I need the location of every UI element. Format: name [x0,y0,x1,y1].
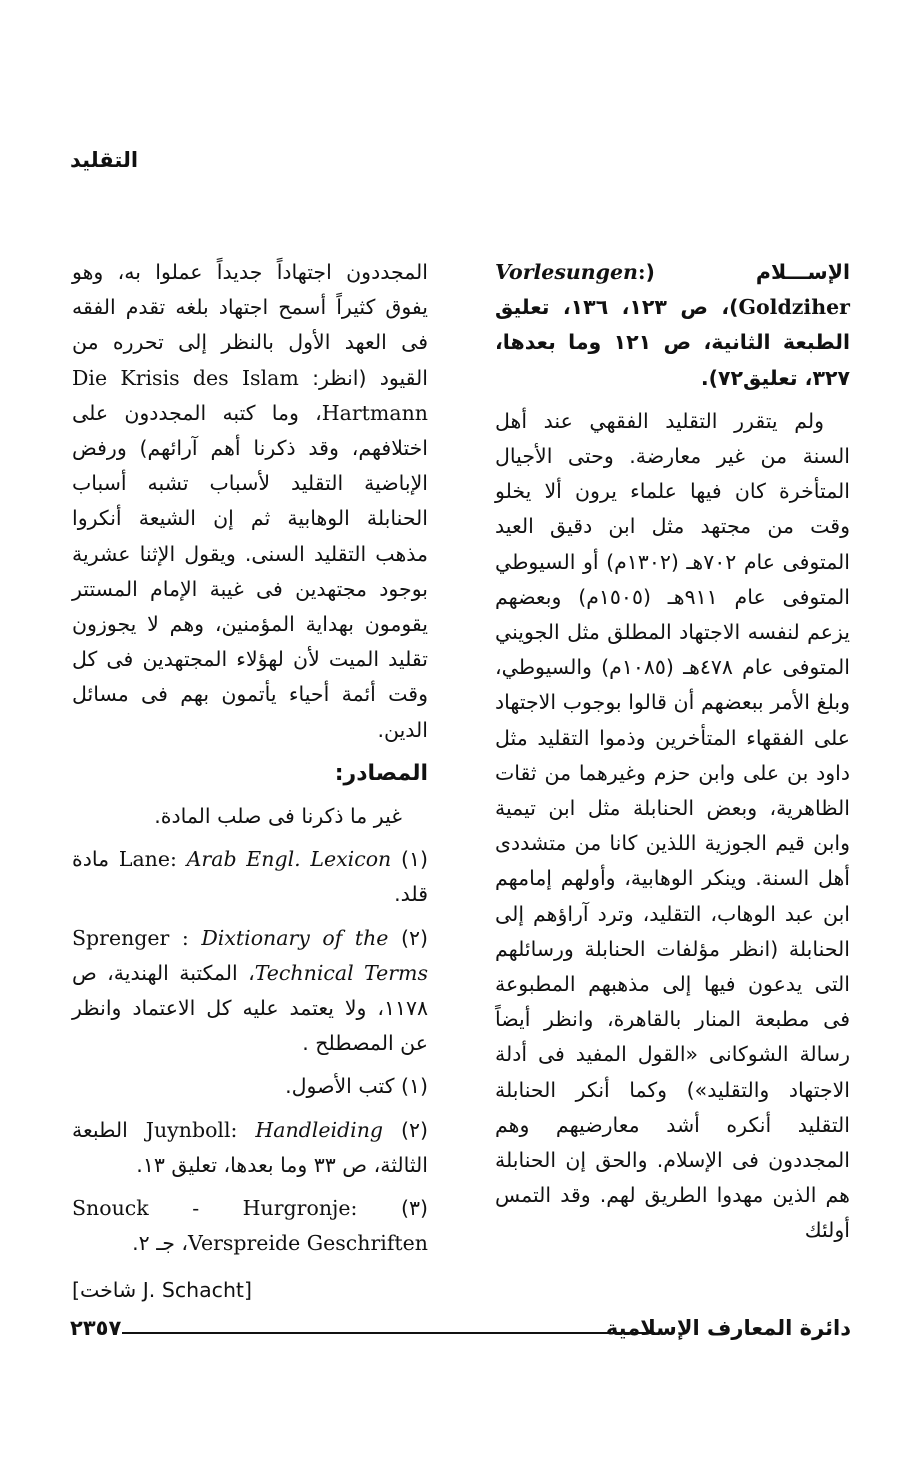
citation-goldziher [495,255,850,396]
footer-title: دائرة المعارف الإسلامية [605,1316,851,1340]
source-item: (٢) Sprenger : Dixtionary of the Technical Terms، المكتبة الهندية، ص ١١٧٨، ولا يعتمد عليه كل الاعتماد وانظر عن المصطلح . [72,925,429,1056]
citation-prefix: الإســـلام ( [645,260,850,284]
footer-rule [122,1332,655,1334]
source-item: (١) Lane: Arab Engl. Lexicon مادة قلد. [72,847,428,907]
left-column [72,255,428,1309]
citation-rest: )، ص ١٢٣، ١٣٦، تعليق الطبعة الثانية، ص ١٢١ وما بعدها، ٣٢٧، تعليق٧٢). [495,295,850,390]
krisis-citation: Die Krisis des Islam Hartmann [72,365,428,425]
page-footer [70,1316,851,1346]
body-paragraph-left: المجددون اجتهاداً جديداً عملوا به، وهو يفوق كثيراً أسمح اجتهاد بلغه تقدم الفقه فى العهد الأول بالنظر إلى تحرره من القيود (انظر: Die Krisis des Islam Hartmann، وما كتبه المجددون على اختلافهم، وقد ذكرنا أهم آرائهم) ورفض الإباضية التقليد لأسباب تشبه أسباب الحنابلة الوهابية ثم إن الشيعة أنكروا مذهب التقليد السنى. ويقول الإثنا عشرية بوجود مجتهدين فى غيبة الإمام المستتر يقومون بهداية المؤمنين، وهم لا يجوزون تقليد الميت لأن لهؤلاء المجتهدين فى كل وقت أئمة أحياء يأتمون بهم فى مسائل الدين. [72,260,428,742]
source-item: (٢) Juynboll: Handleiding الطبعة الثالثة، ص ٣٣ وما بعدها، تعليق ١٣. [72,1117,428,1177]
source-item: (٣) Snouck - Hurgronje: Verspreide Geschriften، جـ ٢. [72,1196,428,1256]
page-number: ٢٣٥٧ [70,1316,122,1340]
author-signature: [شاخت J. Schacht] [72,1278,252,1303]
running-head: التقليد [70,148,139,172]
body-paragraph-right: ولم يتقرر التقليد الفقهي عند أهل السنة من غير معارضة. وحتى الأجيال المتأخرة كان فيها علماء يرون ألا يخلو وقت من مجتهد مثل ابن دقيق العيد المتوفى عام ٧٠٢هـ (١٣٠٢م) أو السيوطي المتوفى عام ٩١١هـ (١٥٠٥م) وبعضهم يزعم لنفسه الاجتهاد المطلق مثل الجويني المتوفى عام ٤٧٨هـ (١٠٨٥م) والسيوطي، وبلغ الأمر ببعضهم أن قالوا بوجوب الاجتهاد على الفقهاء المتأخرين وذموا التقليد مثل داود بن على وابن حزم وغيرهما من ثقات الظاهرية، وبعض الحنابلة مثل ابن تيمية وابن قيم الجوزية اللذين كانا من متشددى أهل السنة. وينكر الوهابية، وأولهم إمامهم ابن عبد الوهاب، التقليد، وترد آراؤهم إلى الحنابلة (انظر مؤلفات الحنابلة ورسائلهم التى يدعون فيها إلى مذهبهم المطبوعة فى مطبعة المنار بالقاهرة، وانظر أيضاً رسالة الشوكانى «القول المفيد فى أدلة الاجتهاد والتقليد») وكما أنكر الحنابلة التقليد أنكره أشد معارضيهم وهم المجددون فى الإسلام. والحق إن الحنابلة هم الذين مهدوا الطريق لهم. وقد التمس أولئك [495,408,850,1243]
source-item: (١) كتب الأصول. [285,1074,428,1099]
sources-intro: غير ما ذكرنا فى صلب المادة. [154,804,402,829]
sources-heading: المصادر: [334,760,428,786]
citation-title-latin: Vorlesungen: Goldziher [495,260,850,320]
right-column [495,255,850,1257]
